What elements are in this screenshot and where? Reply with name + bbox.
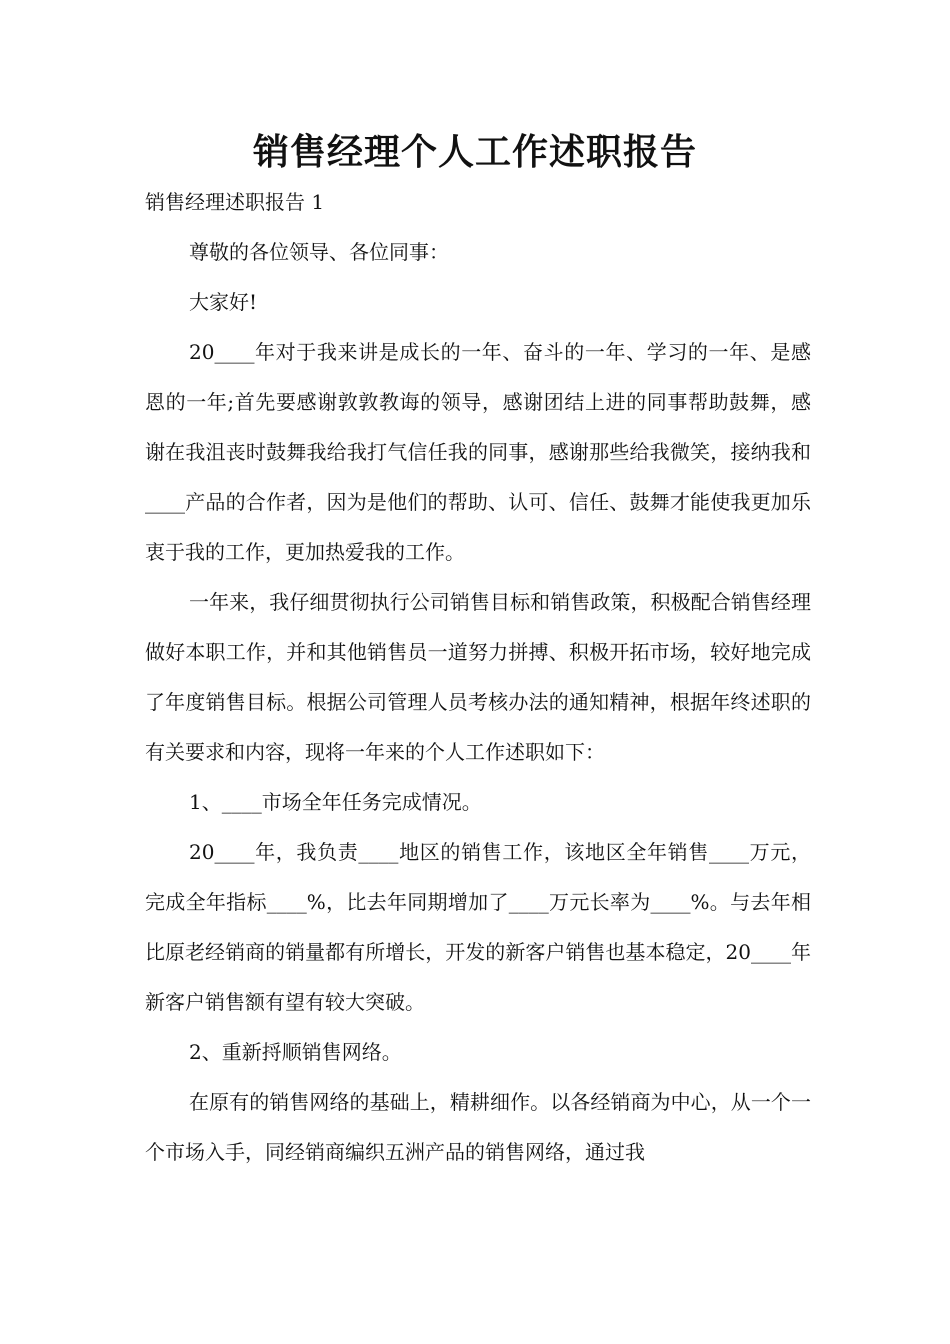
paragraph-section-1: 20____年，我负责____地区的销售工作，该地区全年销售____万元，完成全年指标____%，比去年同期增加了____万元长率为____%。与去年相比原老经销商的销量都有所增长，开发的新客户销售也基本稳定，20____年新客户销售额有望有较大突破。 bbox=[145, 840, 811, 1014]
paragraph-greeting: 大家好! bbox=[189, 290, 258, 314]
paragraph-summary: 一年来，我仔细贯彻执行公司销售目标和销售政策，积极配合销售经理做好本职工作，并和其他销售员一道努力拼搏、积极开拓市场，较好地完成了年度销售目标。根据公司管理人员考核办法的通知精神，根据年终述职的有关要求和内容，现将一年来的个人工作述职如下： bbox=[145, 590, 811, 764]
section-heading-1: 1、____市场全年任务完成情况。 bbox=[189, 790, 482, 814]
document-subtitle: 销售经理述职报告 1 bbox=[145, 190, 325, 214]
section-heading-2: 2、重新捋顺销售网络。 bbox=[189, 1040, 402, 1064]
document-title: 销售经理个人工作述职报告 bbox=[252, 131, 697, 173]
paragraph-salutation: 尊敬的各位领导、各位同事： bbox=[189, 240, 449, 264]
paragraph-intro: 20____年对于我来讲是成长的一年、奋斗的一年、学习的一年、是感恩的一年;首先要感谢敦敦教诲的领导，感谢团结上进的同事帮助鼓舞，感谢在我沮丧时鼓舞我给我打气信任我的同事，感谢那些给我微笑，接纳我和____产品的合作者，因为是他们的帮助、认可、信任、鼓舞才能使我更加乐衷于我的工作，更加热爱我的工作。 bbox=[145, 340, 811, 564]
document-body bbox=[145, 227, 811, 1177]
paragraph-section-2: 在原有的销售网络的基础上，精耕细作。以各经销商为中心，从一个一个市场入手，同经销商编织五洲产品的销售网络，通过我 bbox=[145, 1090, 811, 1164]
